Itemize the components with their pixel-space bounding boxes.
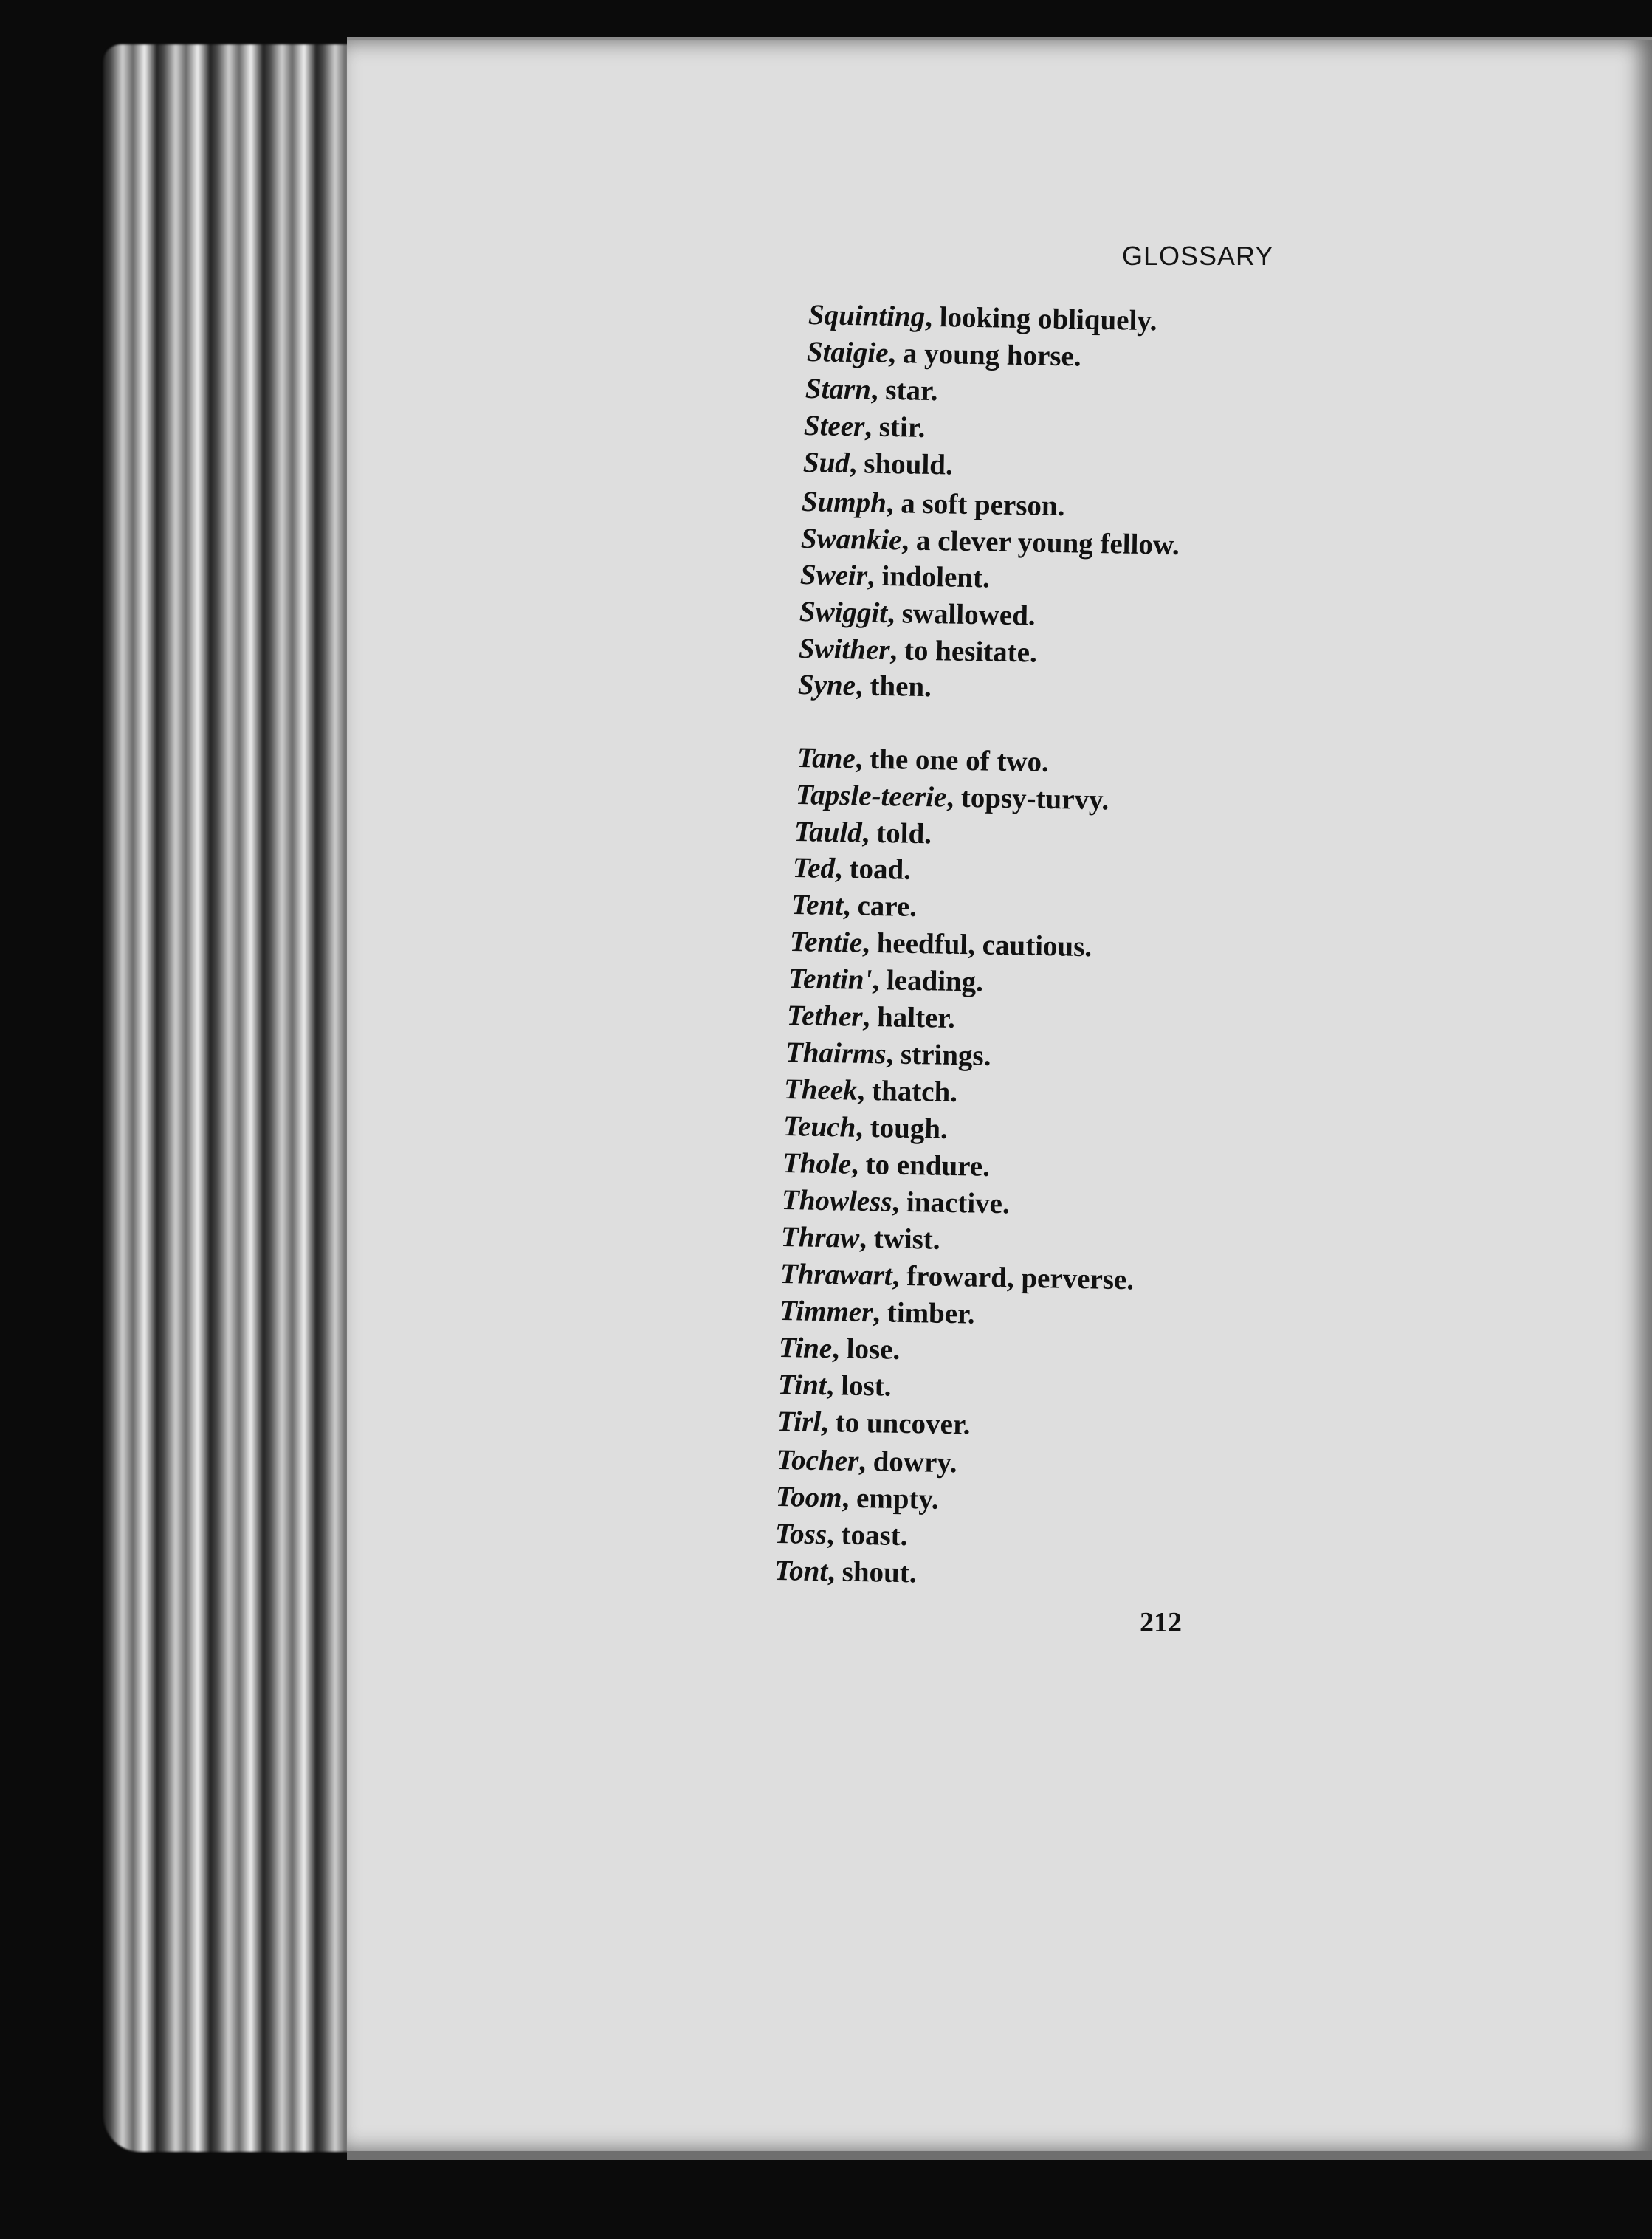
glossary-definition: , swallowed. <box>887 597 1036 632</box>
glossary-definition: , a clever young fellow. <box>901 524 1180 561</box>
glossary-definition: , inactive. <box>892 1186 1011 1220</box>
glossary-entry <box>784 1073 958 1109</box>
glossary-entry <box>804 409 926 444</box>
glossary-headword: Tent <box>791 889 844 922</box>
glossary-headword: Tocher <box>776 1444 859 1477</box>
glossary-definition: , to uncover. <box>820 1406 971 1441</box>
glossary-definition: , topsy-turvy. <box>946 781 1109 816</box>
glossary-entry <box>787 999 956 1035</box>
glossary-entry <box>790 925 1092 963</box>
glossary-entry <box>791 888 918 924</box>
glossary-entry <box>782 1183 1010 1220</box>
glossary-headword: Tane <box>796 742 856 775</box>
glossary-headword: Staigie <box>806 336 889 369</box>
glossary-headword: Tapsle-teerie <box>795 779 947 814</box>
glossary-definition: , told. <box>861 816 932 850</box>
glossary-definition: , tough. <box>855 1111 949 1145</box>
glossary-definition: , should. <box>849 447 954 481</box>
glossary-headword: Thrawart <box>779 1258 893 1292</box>
glossary-entry <box>793 851 912 887</box>
glossary-entry <box>779 1331 901 1366</box>
glossary-entry <box>777 1443 957 1479</box>
glossary-definition: , froward, perverse. <box>892 1259 1135 1296</box>
glossary-entry <box>779 1294 975 1331</box>
glossary-definition: , dowry. <box>858 1445 957 1479</box>
glossary-entry <box>775 1517 908 1552</box>
glossary-headword: Tont <box>774 1555 828 1588</box>
glossary-definition: , shout. <box>827 1555 917 1589</box>
glossary-definition: , to endure. <box>850 1148 991 1183</box>
glossary-headword: Squinting <box>808 299 926 333</box>
glossary-entry <box>797 741 1050 779</box>
glossary-entry <box>807 335 1081 373</box>
glossary-definition: , halter. <box>862 1000 956 1034</box>
glossary-entry <box>800 558 991 594</box>
glossary-headword: Tauld <box>794 816 863 849</box>
glossary-entry <box>776 1480 939 1516</box>
glossary-entry <box>798 668 932 704</box>
glossary-entry <box>774 1554 917 1589</box>
glossary-entry <box>781 1220 940 1256</box>
glossary-definition: , lose. <box>831 1332 901 1366</box>
page-number: 212 <box>1140 1607 1182 1638</box>
glossary-definition: , the one of two. <box>855 743 1050 778</box>
glossary-definition: , empty. <box>842 1482 939 1516</box>
glossary-entry <box>808 298 1157 337</box>
glossary-entry <box>778 1368 892 1403</box>
glossary-headword: Sweir <box>799 559 868 592</box>
glossary-definition: , indolent. <box>867 560 991 594</box>
glossary-entry <box>796 778 1109 816</box>
glossary-headword: Swither <box>798 633 890 667</box>
running-head: GLOSSARY <box>1122 241 1274 271</box>
glossary-headword: Tentin' <box>788 963 873 996</box>
glossary-definition: , then. <box>855 670 932 704</box>
glossary-entry <box>805 372 938 407</box>
glossary-entry <box>782 1146 991 1183</box>
glossary-headword: Thowless <box>781 1184 892 1218</box>
glossary-entry <box>785 1036 991 1073</box>
glossary-definition: , twist. <box>858 1222 940 1256</box>
glossary-entry <box>803 446 953 482</box>
glossary-entry <box>777 1405 971 1442</box>
glossary-definition: , toad. <box>834 852 912 886</box>
glossary-headword: Steer <box>803 410 865 443</box>
glossary-entry <box>780 1257 1135 1296</box>
glossary-headword: Tine <box>778 1332 833 1365</box>
glossary-headword: Tirl <box>777 1406 822 1439</box>
glossary-headword: Thole <box>782 1147 852 1180</box>
glossary-definition: , a soft person. <box>886 487 1065 523</box>
glossary-entry <box>799 632 1038 670</box>
glossary-definition: , thatch. <box>857 1074 958 1109</box>
glossary-entry <box>788 962 984 999</box>
glossary-headword: Swankie <box>800 523 902 557</box>
glossary-headword: Tentie <box>789 926 863 959</box>
glossary-headword: Toss <box>774 1518 827 1551</box>
glossary-definition: , looking obliquely. <box>924 300 1157 337</box>
glossary-headword: Ted <box>792 852 836 884</box>
glossary-headword: Tether <box>786 1000 863 1033</box>
glossary-entry <box>794 815 932 850</box>
glossary-definition: , a young horse. <box>888 337 1081 373</box>
glossary-headword: Thairms <box>785 1036 887 1070</box>
glossary-definition: , star. <box>870 374 938 407</box>
glossary-headword: Syne <box>797 669 856 702</box>
glossary-headword: Thraw <box>780 1221 860 1254</box>
glossary-headword: Toom <box>775 1481 842 1514</box>
glossary-headword: Theek <box>783 1073 858 1107</box>
glossary-headword: Sud <box>802 447 850 480</box>
glossary-entry <box>799 595 1036 633</box>
glossary-entry <box>783 1110 949 1146</box>
glossary-headword: Teuch <box>782 1110 856 1143</box>
glossary-definition: , to hesitate. <box>889 634 1038 669</box>
glossary-headword: Tint <box>777 1369 827 1402</box>
glossary-definition: , toast. <box>826 1519 908 1552</box>
glossary-definition: , heedful, cautious. <box>861 926 1092 963</box>
glossary-headword: Swiggit <box>799 596 888 630</box>
glossary-headword: Starn <box>805 373 872 406</box>
glossary-entry <box>802 485 1065 523</box>
glossary-definition: , strings. <box>886 1038 991 1072</box>
glossary-entry <box>801 522 1180 562</box>
glossary-definition: , timber. <box>872 1296 976 1330</box>
glossary-headword: Timmer <box>779 1295 873 1329</box>
glossary-definition: , lost. <box>826 1369 892 1403</box>
glossary-headword: Sumph <box>801 486 887 520</box>
glossary-definition: , care. <box>842 890 918 923</box>
glossary-definition: , leading. <box>872 963 984 998</box>
glossary-definition: , stir. <box>864 410 926 444</box>
